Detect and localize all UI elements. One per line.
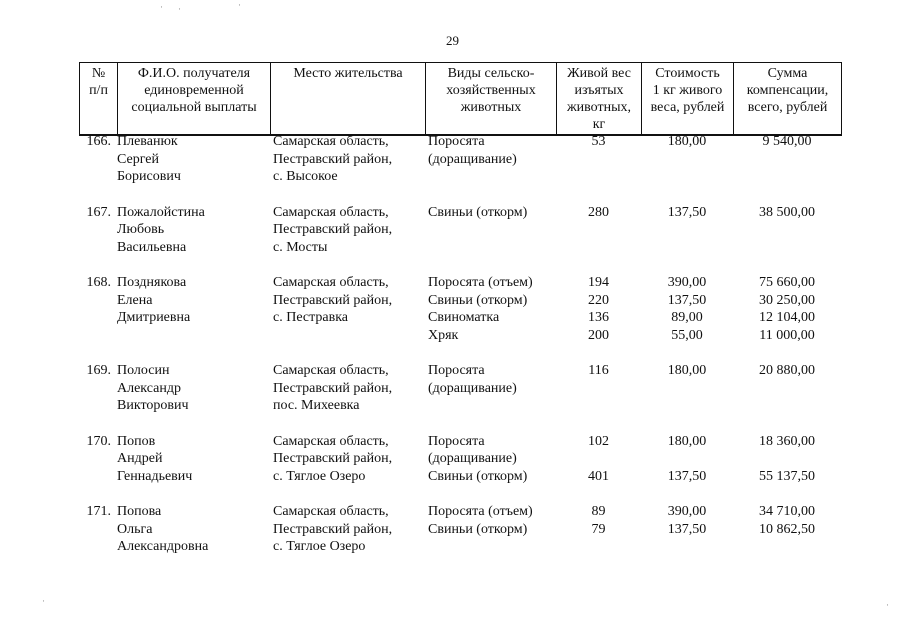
recipient-name-line: Васильевна: [117, 239, 187, 255]
recipient-name-line: Сергей: [117, 151, 159, 167]
compensation-total-cell: [733, 362, 841, 415]
price-per-kg-value: 390,00: [667, 504, 707, 519]
compensation-total-cell: [733, 274, 841, 344]
residence-line: Пестравский район,: [273, 521, 393, 537]
price-per-kg-cell: [641, 274, 733, 344]
table-row: [79, 274, 841, 344]
price-per-kg-value: 180,00: [667, 134, 707, 149]
animal-type-line: Свиньи (откорм): [428, 292, 528, 308]
live-weight-cell: [556, 204, 641, 257]
price-per-kg-cell: [641, 433, 733, 486]
recipient-name-line: Позднякова: [117, 275, 187, 290]
residence-line: пос. Михеевка: [273, 398, 360, 413]
price-per-kg-value: 137,50: [667, 204, 707, 220]
residence-line: Самарская область,: [273, 433, 389, 449]
compensation-total-value: 18 360,00: [759, 433, 815, 449]
recipient-name-line: Полосин: [117, 363, 170, 378]
entry-number: 170.: [86, 433, 111, 449]
price-per-kg-value: 137,50: [667, 521, 707, 537]
column-header-price-per-kg: Стоимость 1 кг живого веса, рублей: [642, 63, 734, 136]
compensation-total-cell: [733, 503, 841, 556]
scan-speck: ·: [160, 2, 163, 12]
compensation-total-value: [733, 380, 841, 398]
residence-line: с. Мосты: [273, 239, 328, 255]
animal-type-cell: [425, 274, 556, 344]
residence-line: Пестравский район,: [273, 292, 393, 308]
table-row: [79, 133, 841, 186]
live-weight-cell: [556, 503, 641, 556]
animal-type-line: Свиньи (откорм): [428, 468, 528, 484]
compensation-total-value: 20 880,00: [759, 363, 815, 378]
live-weight-value: 79: [591, 521, 606, 537]
animal-type-line: Поросята: [428, 433, 485, 449]
animal-type-line: Поросята (отъем): [428, 275, 533, 290]
recipient-name-line: Александровна: [117, 539, 209, 554]
price-per-kg-cell: [641, 503, 733, 556]
live-weight-value: 220: [588, 292, 609, 308]
residence-line: с. Высокое: [273, 169, 338, 184]
animal-type-line: Поросята: [428, 134, 485, 149]
table-header: [79, 62, 842, 136]
animal-type-cell: [425, 204, 556, 257]
column-header-residence: Место жительства: [271, 63, 426, 136]
residence-cell: [270, 503, 425, 556]
entry-number: 169.: [86, 363, 111, 378]
recipient-name-line: Любовь: [117, 222, 165, 237]
recipient-name-line: Пожалойстина: [117, 204, 205, 220]
entry-number: 166.: [86, 134, 111, 149]
price-per-kg-value: 55,00: [671, 327, 703, 343]
residence-line: Пестравский район,: [273, 151, 393, 167]
price-per-kg-value: 180,00: [667, 363, 707, 378]
entry-number: 168.: [86, 275, 111, 290]
live-weight-cell: [556, 133, 641, 186]
price-per-kg-value: [641, 450, 733, 468]
compensation-total-value: [733, 450, 841, 468]
compensation-total-value: 30 250,00: [759, 292, 815, 308]
column-header-number: № п/п: [80, 63, 118, 136]
live-weight-value: 136: [588, 310, 609, 325]
scan-speck: ·: [238, 0, 241, 10]
recipient-name-line: Андрей: [117, 451, 163, 466]
entry-number: 167.: [86, 204, 111, 220]
live-weight-value: 280: [588, 204, 609, 220]
price-per-kg-cell: [641, 204, 733, 257]
residence-cell: [270, 433, 425, 486]
residence-cell: [270, 133, 425, 186]
live-weight-value: [556, 380, 641, 398]
animal-type-line: Поросята (отъем): [428, 504, 533, 519]
entry-number: 171.: [86, 504, 111, 519]
live-weight-value: 401: [588, 468, 609, 484]
scan-speck: ·: [178, 4, 181, 14]
live-weight-cell: [556, 433, 641, 486]
price-per-kg-value: 137,50: [667, 468, 707, 484]
live-weight-value: 116: [588, 363, 609, 378]
compensation-total-value: 11 000,00: [759, 327, 815, 343]
live-weight-cell: [556, 274, 641, 344]
recipient-name-line: Викторович: [117, 398, 189, 413]
recipient-name-line: Попова: [117, 504, 162, 519]
live-weight-value: 200: [588, 327, 609, 343]
recipient-name-cell: [117, 274, 270, 344]
animal-type-line: Свиньи (откорм): [428, 204, 528, 220]
table-row: [79, 362, 841, 415]
animal-type-line: (доращивание): [428, 451, 517, 466]
animal-type-cell: [425, 433, 556, 486]
table-row: [79, 204, 841, 257]
compensation-total-value: 10 862,50: [759, 521, 815, 537]
price-per-kg-cell: [641, 133, 733, 186]
recipient-name-line: Плеванюк: [117, 134, 178, 149]
compensation-total-value: [733, 151, 841, 169]
recipient-name-cell: [117, 503, 270, 556]
recipient-name-cell: [117, 133, 270, 186]
price-per-kg-value: 390,00: [667, 275, 707, 290]
page-number: 29: [446, 33, 459, 48]
column-header-recipient-name: Ф.И.О. получателя единовременной социальной выплаты: [118, 63, 271, 136]
live-weight-value: [556, 450, 641, 468]
recipient-name-line: Ольга: [117, 521, 153, 537]
residence-line: Пестравский район,: [273, 222, 393, 237]
recipient-name-cell: [117, 433, 270, 486]
residence-line: с. Тяглое Озеро: [273, 539, 366, 554]
recipient-name-line: Геннадьевич: [117, 468, 193, 484]
price-per-kg-value: 89,00: [671, 310, 703, 325]
column-header-animal-types: Виды сельско- хозяйственных животных: [426, 63, 557, 136]
recipient-name-line: Елена: [117, 292, 153, 308]
residence-cell: [270, 274, 425, 344]
live-weight-value: [556, 151, 641, 169]
recipient-name-line: Попов: [117, 433, 156, 449]
compensation-total-value: 55 137,50: [759, 468, 815, 484]
price-per-kg-value: 180,00: [667, 433, 707, 449]
live-weight-value: 53: [591, 134, 606, 149]
residence-cell: [270, 362, 425, 415]
recipient-name-cell: [117, 204, 270, 257]
recipient-name-line: Дмитриевна: [117, 310, 191, 325]
table-row: [79, 433, 841, 486]
compensation-total-value: 38 500,00: [759, 204, 815, 220]
residence-line: с. Тяглое Озеро: [273, 468, 366, 484]
residence-line: Самарская область,: [273, 204, 389, 220]
price-per-kg-value: [641, 380, 733, 398]
price-per-kg-cell: [641, 362, 733, 415]
animal-type-cell: [425, 503, 556, 556]
compensation-total-cell: [733, 204, 841, 257]
animal-type-line: Свиньи (откорм): [428, 521, 528, 537]
animal-type-line: (доращивание): [428, 380, 517, 396]
residence-line: Самарская область,: [273, 504, 389, 519]
residence-line: с. Пестравка: [273, 310, 349, 325]
price-per-kg-value: [641, 151, 733, 169]
column-header-live-weight: Живой вес изъятых животных, кг: [557, 63, 642, 136]
residence-line: Самарская область,: [273, 134, 389, 149]
animal-type-line: Хряк: [428, 327, 459, 343]
compensation-total-value: 34 710,00: [759, 504, 815, 519]
residence-cell: [270, 204, 425, 257]
recipient-name-line: Борисович: [117, 169, 181, 184]
scan-speck: ·: [42, 596, 45, 606]
live-weight-value: 194: [588, 275, 609, 290]
animal-type-cell: [425, 133, 556, 186]
recipient-name-cell: [117, 362, 270, 415]
animal-type-line: Свиноматка: [428, 310, 500, 325]
animal-type-cell: [425, 362, 556, 415]
live-weight-cell: [556, 362, 641, 415]
compensation-total-value: 9 540,00: [762, 134, 812, 149]
table-row: [79, 503, 841, 556]
residence-line: Пестравский район,: [273, 380, 393, 396]
recipient-name-line: Александр: [117, 380, 181, 396]
residence-line: Самарская область,: [273, 275, 389, 290]
column-header-total-compensation: Сумма компенсации, всего, рублей: [734, 63, 842, 136]
animal-type-line: (доращивание): [428, 151, 517, 167]
animal-type-line: Поросята: [428, 363, 485, 378]
residence-line: Пестравский район,: [273, 451, 393, 466]
price-per-kg-value: 137,50: [667, 292, 707, 308]
compensation-total-value: 75 660,00: [759, 275, 815, 290]
scan-speck: ·: [886, 600, 889, 610]
table-body: [79, 133, 841, 574]
compensation-total-cell: [733, 133, 841, 186]
compensation-total-cell: [733, 433, 841, 486]
residence-line: Самарская область,: [273, 363, 389, 378]
live-weight-value: 89: [591, 504, 606, 519]
compensation-total-value: 12 104,00: [759, 310, 815, 325]
live-weight-value: 102: [588, 433, 609, 449]
